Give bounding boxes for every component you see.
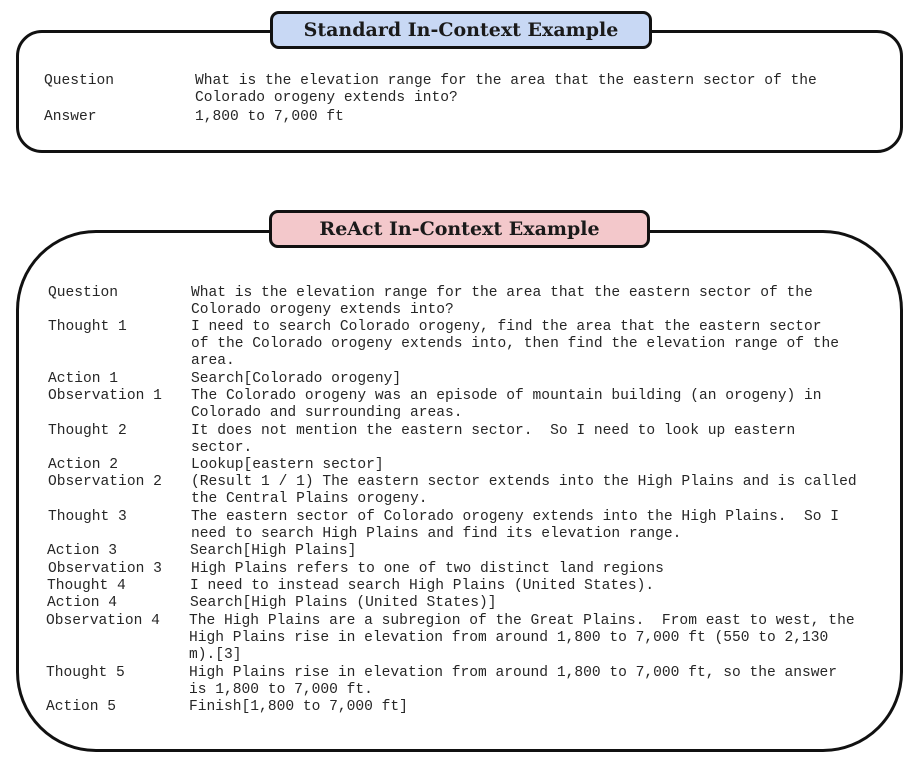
text-line: I need to instead search High Plains (United States). bbox=[190, 578, 655, 594]
react-row-text bbox=[191, 423, 795, 457]
standard-row-text bbox=[195, 109, 344, 126]
text-line: Colorado and surrounding areas. bbox=[191, 405, 463, 422]
text-line: Lookup[eastern sector] bbox=[191, 457, 384, 473]
react-row-label: Action 2 bbox=[48, 457, 119, 473]
text-line: the Central Plains orogeny. bbox=[191, 491, 428, 508]
text-line: Finish[1,800 to 7,000 ft] bbox=[189, 699, 408, 715]
text-line: High Plains rise in elevation from around 1,800 to 7,000 ft (550 to 2,130 bbox=[189, 630, 829, 647]
react-row-label: Action 5 bbox=[46, 699, 117, 715]
text-line: High Plains rise in elevation from around 1,800 to 7,000 ft, so the answer bbox=[189, 665, 838, 681]
text-line: of the Colorado orogeny extends into, then find the elevation range of the bbox=[191, 336, 840, 353]
react-row-text bbox=[189, 699, 408, 716]
text-line: need to search High Plains and find its elevation range. bbox=[191, 526, 682, 543]
text-line: Search[High Plains] bbox=[190, 543, 357, 559]
react-row-text bbox=[191, 474, 857, 508]
text-line: The High Plains are a subregion of the Great Plains. From east to west, the bbox=[189, 613, 855, 629]
react-row-label: Observation 1 bbox=[48, 388, 162, 404]
react-row-text bbox=[191, 319, 839, 371]
text-line: area. bbox=[191, 353, 235, 370]
react-row-label: Question bbox=[48, 285, 119, 301]
react-row-label: Observation 2 bbox=[48, 474, 162, 490]
text-line: The Colorado orogeny was an episode of mountain building (an orogeny) in bbox=[191, 388, 822, 404]
react-row-label: Thought 1 bbox=[48, 319, 127, 335]
react-row-label: Action 3 bbox=[47, 543, 118, 559]
standard-example-title: Standard In-Context Example bbox=[270, 11, 652, 49]
text-line: 1,800 to 7,000 ft bbox=[195, 109, 344, 125]
react-row-label: Observation 3 bbox=[48, 561, 162, 577]
text-line: Colorado orogeny extends into? bbox=[195, 90, 458, 107]
react-row-label: Thought 5 bbox=[46, 665, 125, 681]
react-row-text bbox=[190, 543, 356, 560]
react-example-title: ReAct In-Context Example bbox=[269, 210, 650, 248]
react-row-text bbox=[191, 457, 384, 474]
text-line: I need to search Colorado orogeny, find the area that the eastern sector bbox=[191, 319, 822, 335]
react-row-label: Observation 4 bbox=[46, 613, 160, 629]
text-line: sector. bbox=[191, 440, 253, 457]
react-row-text bbox=[191, 509, 839, 543]
react-row-text bbox=[189, 665, 837, 699]
text-line: What is the elevation range for the area that the eastern sector of the bbox=[191, 285, 813, 301]
react-row-text bbox=[191, 285, 813, 319]
react-row-text bbox=[191, 561, 664, 578]
react-row-text bbox=[191, 388, 822, 422]
text-line: (Result 1 / 1) The eastern sector extends into the High Plains and is called bbox=[191, 474, 857, 490]
react-row-label: Thought 4 bbox=[47, 578, 126, 594]
react-row-label: Action 4 bbox=[47, 595, 118, 611]
react-row-text bbox=[191, 371, 401, 388]
text-line: High Plains refers to one of two distinct land regions bbox=[191, 561, 664, 577]
standard-row-text bbox=[195, 73, 817, 107]
react-row-text bbox=[190, 578, 654, 595]
text-line: It does not mention the eastern sector. So I need to look up eastern bbox=[191, 423, 796, 439]
text-line: The eastern sector of Colorado orogeny extends into the High Plains. So I bbox=[191, 509, 840, 525]
react-row-label: Action 1 bbox=[48, 371, 119, 387]
react-row-text bbox=[189, 613, 855, 665]
react-row-label: Thought 2 bbox=[48, 423, 127, 439]
text-line: What is the elevation range for the area that the eastern sector of the bbox=[195, 73, 817, 89]
standard-row-label: Question bbox=[44, 73, 115, 89]
text-line: Search[High Plains (United States)] bbox=[190, 595, 497, 611]
text-line: Search[Colorado orogeny] bbox=[191, 371, 402, 387]
text-line: is 1,800 to 7,000 ft. bbox=[189, 682, 373, 699]
react-row-text bbox=[190, 595, 497, 612]
text-line: Colorado orogeny extends into? bbox=[191, 302, 454, 319]
text-line: m).[3] bbox=[189, 647, 242, 664]
react-row-label: Thought 3 bbox=[48, 509, 127, 525]
standard-row-label: Answer bbox=[44, 109, 97, 125]
